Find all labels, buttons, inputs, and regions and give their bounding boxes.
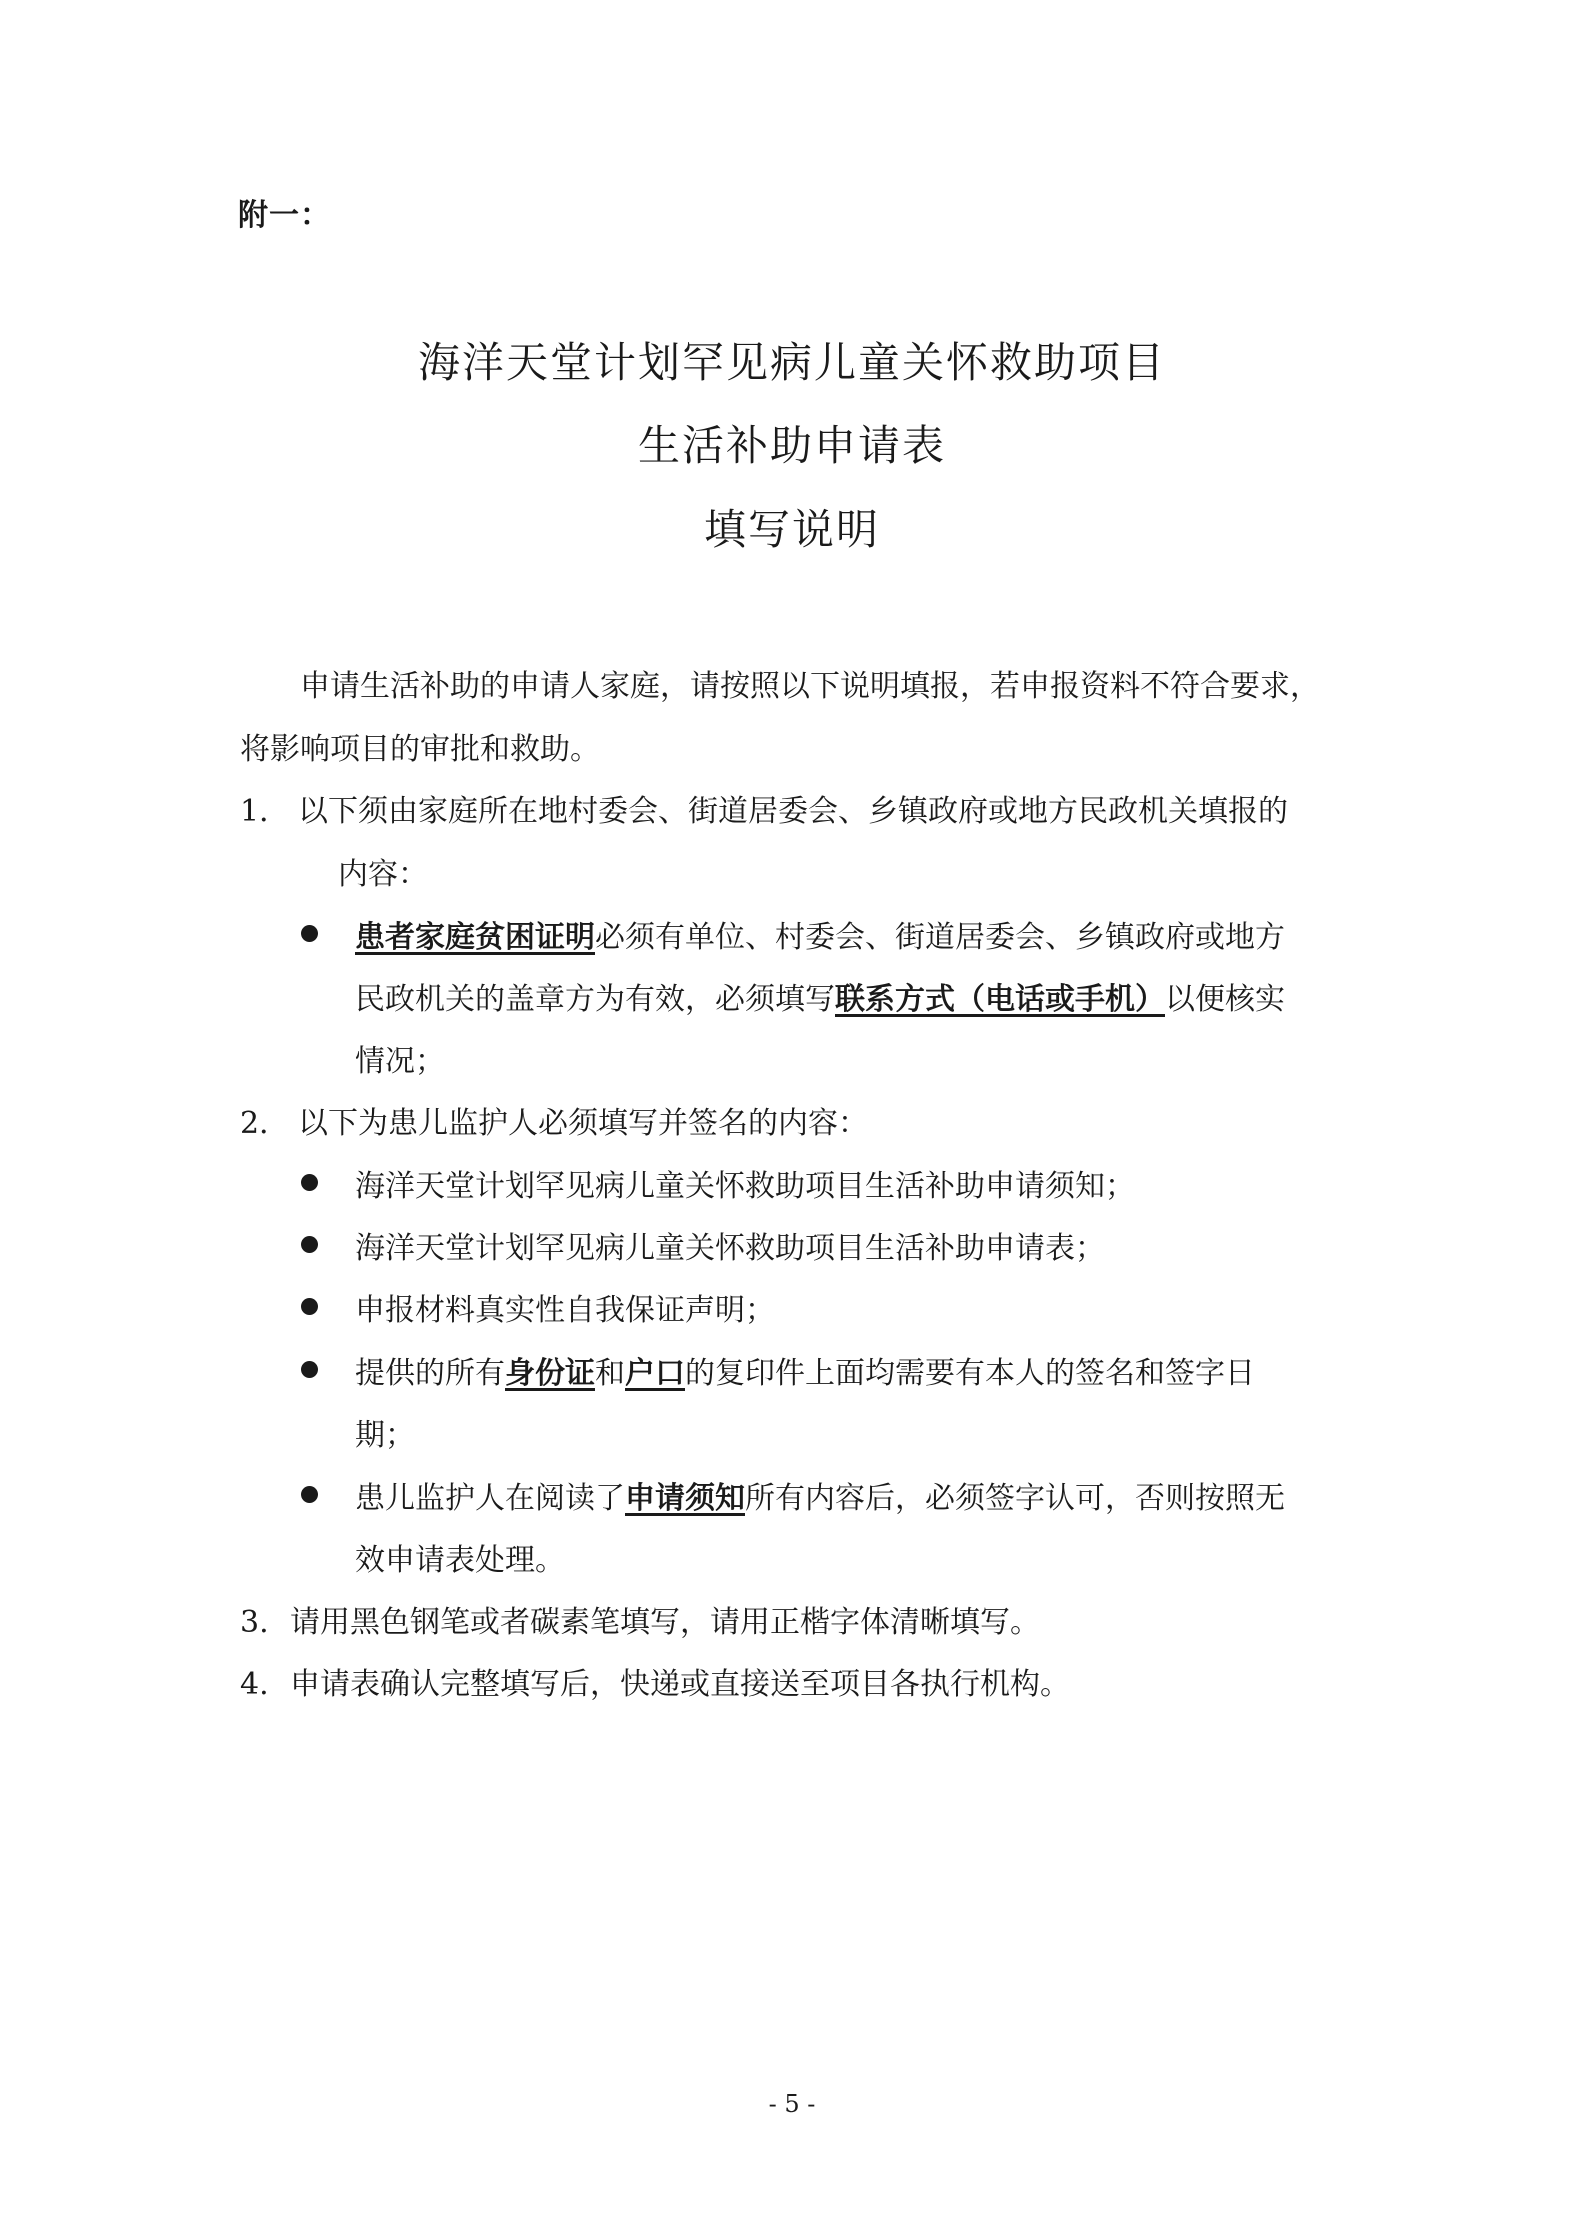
- application-notice-emphasis: 申请须知: [625, 1481, 745, 1516]
- item-number: 2．: [240, 1106, 290, 1141]
- bullet-icon: [301, 1298, 318, 1315]
- item-2: [240, 1104, 868, 1144]
- bullet-notice: 海洋天堂计划罕见病儿童关怀救助项目生活补助申请须知；: [355, 1169, 1135, 1204]
- item-text: 申请表确认完整填写后，快递或直接送至项目各执行机构。: [290, 1667, 1070, 1702]
- bullet-guardian-line-2: 效申请表处理。: [355, 1543, 565, 1578]
- id-card-emphasis: 身份证: [505, 1356, 595, 1391]
- section-heading: 填写说明: [703, 505, 880, 554]
- intro-line-1: 申请生活补助的申请人家庭，请按照以下说明填报，若申报资料不符合要求，: [300, 669, 1320, 704]
- item-4: [240, 1665, 1070, 1705]
- bullet-poverty-proof-line-3: 情况；: [355, 1044, 445, 1079]
- bullet-text: 患儿监护人在阅读了: [355, 1481, 625, 1516]
- bullet-self-declaration: 申报材料真实性自我保证声明；: [355, 1293, 775, 1328]
- bullet-text: 和: [595, 1356, 625, 1391]
- bullet-text: 的复印件上面均需要有本人的签名和签字日: [685, 1356, 1255, 1391]
- item-number: 4.: [240, 1667, 269, 1702]
- bullet-icon: [301, 925, 318, 942]
- item-3: [240, 1603, 1040, 1643]
- bullet-icon: [301, 1486, 318, 1503]
- document-subtitle: 生活补助申请表: [637, 421, 946, 470]
- item-number: 1．: [240, 794, 290, 829]
- item-text: 以下须由家庭所在地村委会、街道居委会、乡镇政府或地方民政机关填报的: [298, 794, 1288, 829]
- item-number: 3.: [240, 1605, 269, 1640]
- bullet-icon: [301, 1361, 318, 1378]
- item-text: 请用黑色钢笔或者碳素笔填写，请用正楷字体清晰填写。: [290, 1605, 1040, 1640]
- contact-emphasis: 联系方式（电话或手机）: [835, 982, 1165, 1017]
- poverty-proof-emphasis: 患者家庭贫困证明: [355, 920, 595, 955]
- item-1: [240, 792, 1288, 832]
- document-title: 海洋天堂计划罕见病儿童关怀救助项目: [417, 338, 1166, 387]
- bullet-application-form: 海洋天堂计划罕见病儿童关怀救助项目生活补助申请表；: [355, 1231, 1105, 1266]
- bullet-guardian-line-1: [355, 1479, 1285, 1519]
- item-text: 以下为患儿监护人必须填写并签名的内容：: [298, 1106, 868, 1141]
- page-number: - 5 -: [768, 2090, 816, 2118]
- bullet-text: 提供的所有: [355, 1356, 505, 1391]
- item-1-continuation: 内容：: [338, 857, 428, 892]
- annex-label: 附一：: [238, 198, 331, 233]
- bullet-poverty-proof-line-1: [355, 918, 1285, 958]
- bullet-text: 所有内容后，必须签字认可，否则按照无: [745, 1481, 1285, 1516]
- bullet-id-copies-line-1: [355, 1354, 1255, 1394]
- bullet-poverty-proof-line-2: [355, 980, 1285, 1020]
- bullet-text: 必须有单位、村委会、街道居委会、乡镇政府或地方: [595, 920, 1285, 955]
- bullet-id-copies-line-2: 期；: [355, 1418, 415, 1453]
- intro-line-2: 将影响项目的审批和救助。: [240, 732, 600, 767]
- bullet-icon: [301, 1174, 318, 1191]
- bullet-icon: [301, 1236, 318, 1253]
- bullet-text: 民政机关的盖章方为有效，必须填写: [355, 982, 835, 1017]
- household-register-emphasis: 户口: [625, 1356, 685, 1391]
- bullet-text: 以便核实: [1165, 982, 1285, 1017]
